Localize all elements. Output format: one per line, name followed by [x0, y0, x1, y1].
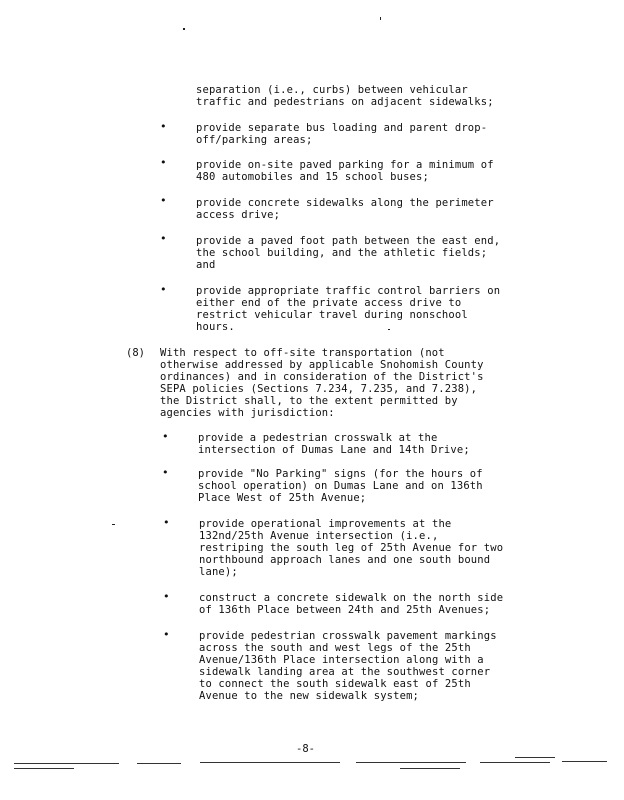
bullet-icon: • [160, 283, 167, 296]
list-item-line: to connect the south sidewalk east of 25th [199, 678, 471, 690]
bullet-icon: • [163, 516, 170, 529]
list-item-line: of 136th Place between 24th and 25th Avenues; [199, 604, 491, 616]
list-item-line: either end of the private access drive to [196, 297, 462, 309]
list-item-line: Avenue to the new sidewalk system; [199, 690, 420, 702]
section-text-line: the District shall, to the extent permitted by [160, 395, 458, 407]
continued-text-line: separation (i.e., curbs) between vehicular [196, 84, 468, 96]
list-item-line: Avenue/136th Place intersection along with a [199, 654, 484, 666]
list-item-line: the school building, and the athletic fields; [196, 247, 488, 259]
list-item-line: provide separate bus loading and parent drop- [196, 122, 488, 134]
list-item-line: provide operational improvements at the [199, 518, 452, 530]
list-item-line: provide "No Parking" signs (for the hours of [198, 468, 483, 480]
scan-rule [356, 762, 466, 763]
scan-rule [480, 762, 550, 763]
list-item-line: provide pedestrian crosswalk pavement markings [199, 630, 497, 642]
list-item-line: provide concrete sidewalks along the perimeter [196, 197, 494, 209]
scan-rule [137, 763, 181, 764]
list-item-line: lane); [199, 566, 238, 578]
bullet-icon: • [160, 156, 167, 169]
list-item-line: Place West of 25th Avenue; [198, 492, 367, 504]
bullet-icon: • [160, 194, 167, 207]
bullet-icon: • [160, 232, 167, 245]
section-text-line: SEPA policies (Sections 7.234, 7.235, and 7.238), [160, 383, 478, 395]
scan-speck [183, 28, 185, 30]
bullet-icon: • [163, 628, 170, 641]
scan-rule [400, 768, 460, 769]
list-item-line: provide a paved foot path between the east end, [196, 235, 501, 247]
list-item-line: construct a concrete sidewalk on the north side [199, 592, 504, 604]
scan-rule [562, 761, 607, 762]
list-item-line: off/parking areas; [196, 134, 313, 146]
list-item-line: across the south and west legs of the 25th [199, 642, 471, 654]
bullet-icon: • [162, 430, 169, 443]
scan-rule [200, 762, 340, 763]
bullet-icon: • [160, 120, 167, 133]
list-item-line: and [196, 259, 216, 271]
section-text-line: agencies with jurisdiction: [160, 407, 335, 419]
list-item-line: school operation) on Dumas Lane and on 136th [198, 480, 483, 492]
list-item-line: restriping the south leg of 25th Avenue for two [199, 542, 504, 554]
list-item-line: 132nd/25th Avenue intersection (i.e., [199, 530, 439, 542]
bullet-icon: • [162, 466, 169, 479]
list-item-line: northbound approach lanes and one south bound [199, 554, 491, 566]
list-item-line: provide a pedestrian crosswalk at the [198, 432, 438, 444]
section-text-line: otherwise addressed by applicable Snohomish County [160, 359, 484, 371]
scan-speck [388, 329, 390, 330]
bullet-icon: • [163, 590, 170, 603]
list-item-line: access drive; [196, 209, 281, 221]
list-item-line: 480 automobiles and 15 school buses; [196, 171, 429, 183]
continued-text-line: traffic and pedestrians on adjacent sidewalks; [196, 96, 494, 108]
scan-rule [14, 763, 119, 764]
section-text-line: With respect to off-site transportation (not [160, 347, 445, 359]
section-text-line: ordinances) and in consideration of the District's [160, 371, 484, 383]
scan-rule [14, 768, 74, 769]
section-number: (8) [126, 347, 145, 359]
page-number: -8- [296, 743, 315, 755]
scan-speck [112, 524, 115, 525]
scan-rule [515, 757, 555, 758]
scan-speck [380, 17, 381, 20]
list-item-line: provide appropriate traffic control barriers on [196, 285, 501, 297]
list-item-line: intersection of Dumas Lane and 14th Drive; [198, 444, 470, 456]
list-item-line: restrict vehicular travel during nonschool [196, 309, 468, 321]
list-item-line: provide on-site paved parking for a minimum of [196, 159, 494, 171]
list-item-line: sidewalk landing area at the southwest corner [199, 666, 491, 678]
list-item-line: hours. [196, 321, 235, 333]
